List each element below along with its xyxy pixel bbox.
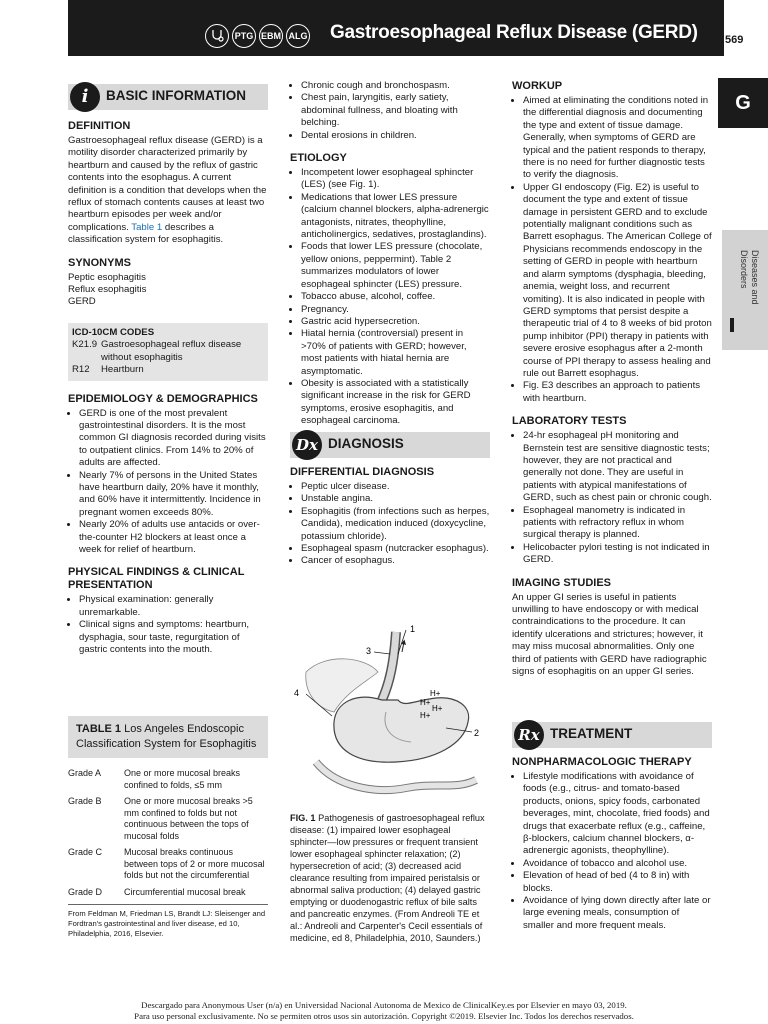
figure-label: FIG. 1 <box>290 813 316 823</box>
table1-link[interactable]: Table 1 <box>131 221 163 233</box>
table-row <box>68 796 268 842</box>
nonpharm-heading: NONPHARMACOLOGIC THERAPY <box>512 756 692 768</box>
epidemiology-heading: EPIDEMIOLOGY & DEMOGRAPHICS <box>68 392 258 405</box>
differential-list <box>290 481 490 568</box>
footer-line-1: Descargado para Anonymous User (n/a) en Universidad Nacional Autonoma de Mexico de ClinicalKey.es por Elsevier en mayo 03, 2019. <box>141 1000 627 1010</box>
physical-findings-heading: PHYSICAL FINDINGS & CLINICAL PRESENTATION <box>68 566 245 592</box>
list-item: • GERD is one of the most prevalent gastrointestinal disorders. It is the most common GI diagnosis recorded during visits to outpatient clinics. From 14% to 20% of adults are affected. <box>79 408 268 470</box>
list-item: • Esophageal spasm (nutcracker esophagus). <box>301 543 490 555</box>
synonyms-heading: SYNONYMS <box>68 256 131 269</box>
desc-cell: One or more mucosal breaks >5 mm confined to folds but not continuous between the tops of mucosal folds <box>124 796 253 841</box>
table-body <box>68 768 268 898</box>
gerd-illustration <box>286 612 496 802</box>
column-2 <box>290 80 490 428</box>
figure-label-2: 2 <box>474 728 480 738</box>
definition-tail: describes a classification system for esophagitis. <box>68 221 224 246</box>
section-title: BASIC INFORMATION <box>106 88 246 103</box>
side-section-marker <box>730 318 734 332</box>
symptom-list <box>290 80 490 142</box>
treatment-header <box>512 722 712 748</box>
icd-row <box>72 364 264 376</box>
imaging-text: An upper GI series is useful in patients unwilling to have endoscopy or with medical contraindications to the procedure. It can identify ulcerations and strictures; however, it may miss mucosal abnormalities. Only one third of patients with GERD have radiographic signs of esophagitis on an upper GI series. <box>512 591 707 678</box>
column-1 <box>68 84 268 656</box>
nonpharm-list <box>512 771 712 932</box>
list-item: • Avoidance of tobacco and alcohol use. <box>523 858 712 870</box>
grade-cell: Grade C <box>68 847 103 857</box>
list-item: GERD <box>68 296 96 308</box>
list-item: • Chronic cough and bronchospasm. <box>301 80 490 92</box>
list-item: • Tobacco abuse, alcohol, coffee. <box>301 291 490 303</box>
footer-line-2: Para uso personal exclusivamente. No se permiten otros usos sin autorización. Copyright ©2019. Elsevier Inc. Todos los derechos reservados. <box>134 1011 634 1021</box>
list-item: • Hiatal hernia (controversial) present in >70% of patients with GERD; however, most patients with hiatal hernia are asymptomatic. <box>301 328 490 378</box>
icd-desc: Gastroesophageal reflux disease without esophagitis <box>101 339 242 363</box>
badge-ebm: EBM <box>259 24 283 48</box>
page-footer <box>0 1000 768 1022</box>
side-section-label: Diseases and Disorders <box>739 250 760 305</box>
badge-ptg: PTG <box>232 24 256 48</box>
figure-label-hplus: H+ <box>420 711 431 720</box>
section-title: TREATMENT <box>550 726 633 741</box>
page-number: 569 <box>725 34 744 46</box>
section-title: DIAGNOSIS <box>328 436 404 451</box>
diagnosis-header <box>290 432 490 458</box>
list-item: • Obesity is associated with a statistically significant increase in the risk for GERD symptoms, erosive esophagitis, and esophageal carcinoma. <box>301 378 490 428</box>
list-item: • 24-hr esophageal pH monitoring and Bernstein test are sensitive diagnostic tests; however, they are not practical and generally not done. They are useful in patients with atypical manifestations of GERD, such as chest pain or chronic cough. <box>523 430 712 504</box>
figure-label-hplus: H+ <box>432 704 443 713</box>
icd-code: R12 <box>72 364 90 376</box>
figure-1 <box>286 612 496 802</box>
table-header <box>68 716 268 758</box>
list-item: • Incompetent lower esophageal sphincter (LES) (see Fig. 1). <box>301 167 490 192</box>
list-item: • Elevation of head of bed (4 to 8 in) with blocks. <box>523 870 712 895</box>
physical-findings-list <box>68 594 268 656</box>
etiology-list <box>290 167 490 428</box>
treatment-section <box>512 722 712 932</box>
list-item: • Helicobacter pylori testing is not indicated in GERD. <box>523 542 712 567</box>
icd-codes-box <box>68 323 268 381</box>
workup-list <box>512 95 712 405</box>
grade-cell: Grade D <box>68 886 103 897</box>
page-title: Gastroesophageal Reflux Disease (GERD) <box>330 22 698 43</box>
stethoscope-icon <box>205 24 229 48</box>
rx-icon: Rx <box>514 720 544 750</box>
diagnosis-section <box>290 432 490 568</box>
table-source: From Feldman M, Friedman LS, Brandt LJ: Sleisenger and Fordtran's gastrointestinal and liver disease, ed 10, Philadelphia, 2016, Elsevier. <box>68 904 268 939</box>
desc-cell: Mucosal breaks continuous between tops of 2 or more mucosal folds but not the circumferential <box>124 847 265 880</box>
info-icon: i <box>70 82 100 112</box>
table-row <box>68 768 268 791</box>
definition-text <box>68 135 268 247</box>
chapter-tab: G <box>718 78 768 128</box>
figure-label-hplus: H+ <box>420 698 431 707</box>
list-item: • Unstable angina. <box>301 493 490 505</box>
figure-label-3: 3 <box>366 646 372 656</box>
list-item: • Avoidance of lying down directly after late or large evening meals, consumption of smaller and more frequent meals. <box>523 895 712 932</box>
icd-heading: ICD-10CM CODES <box>72 326 155 338</box>
table-row <box>68 847 268 882</box>
basic-info-header <box>68 84 268 110</box>
figure-caption-text: Pathogenesis of gastroesophageal reflux disease: (1) impaired lower esophageal sphincter—low pressures or frequent transient lower esophageal sphincter relaxation; (2) hypersecretion of acid; (3) decreased acid clearance resulting from impaired peristalsis or abnormal saliva production; (4) delayed gastric emptying or duodenogastric reflux of bile salts and pancreatic enzymes. (From Andreoli TE et al.: Andreoli and Carpenter's Cecil essentials of medicine, ed 8, Philadelphia, 2010, Saunders.) <box>290 813 485 943</box>
badge-alg: ALG <box>286 24 310 48</box>
lab-tests-heading: LABORATORY TESTS <box>512 415 627 428</box>
list-item: • Nearly 7% of persons in the United States have heartburn daily, 20% have it monthly, and 60% have it intermittently. Incidence in pregnant women exceeds 80%. <box>79 470 268 520</box>
workup-heading: WORKUP <box>512 80 563 92</box>
imaging-heading: IMAGING STUDIES <box>512 576 612 589</box>
list-item: • Foods that lower LES pressure (chocolate, yellow onions, peppermint). Table 2 summarizes modulators of lower esophageal sphincter (LES) pressure. <box>301 241 490 291</box>
dx-icon: Dx <box>292 430 322 460</box>
list-item: • Physical examination: generally unremarkable. <box>79 594 268 619</box>
list-item: • Fig. E3 describes an approach to patients with heartburn. <box>523 380 712 405</box>
list-item: • Lifestyle modifications with avoidance of foods (e.g., citrus- and tomato-based products, onions, spicy foods, carbonated beverages, mint, chocolate, fried foods) and drugs that exacerbate reflux (e.g., caffeine, β-blockers, calcium channel blockers, α-adrenergic agonists, theophylline). <box>523 771 712 858</box>
list-item: • Pregnancy. <box>301 304 490 316</box>
list-item: • Medications that lower LES pressure (calcium channel blockers, alpha-adrenergic antagonists, nitrates, theophylline, anticholinergics, sedatives, prostaglandins). <box>301 192 490 242</box>
epidemiology-list <box>68 408 268 557</box>
list-item: • Upper GI endoscopy (Fig. E2) is useful to document the type and extent of tissue damage in persistent GERD and to exclude potentially malignant conditions such as Barrett esophagus. The American College of Physicians recommends endoscopy in the setting of GERD in people with heartburn and alarm symptoms (dysphagia, bleeding, anemia, weight loss, and recurrent vomiting). It is also indicated in people with GERD symptoms that persist despite a therapeutic trial of 4 to 8 weeks of bid proton pump inhibitor (PPI) therapy in patients with severe erosive esophagus after a 2-month course of PPI therapy to assess healing and rule out Barrett esophagus. <box>523 182 712 381</box>
table-label: TABLE 1 <box>76 723 122 735</box>
synonyms-list <box>68 272 268 309</box>
list-item: • Nearly 20% of adults use antacids or over-the-counter H2 blockers at least once a week for relief of heartburn. <box>79 519 268 556</box>
lab-tests-list <box>512 430 712 566</box>
differential-heading: DIFFERENTIAL DIAGNOSIS <box>290 466 435 478</box>
grade-cell: Grade A <box>68 768 102 778</box>
list-item: Peptic esophagitis <box>68 271 146 283</box>
figure-label-4: 4 <box>294 688 300 698</box>
list-item: • Esophagitis (from infections such as herpes, Candida), medication induced (doxycycline, potassium chloride). <box>301 506 490 543</box>
figure-caption <box>290 812 490 944</box>
list-item: • Gastric acid hypersecretion. <box>301 316 490 328</box>
etiology-heading: ETIOLOGY <box>290 152 347 165</box>
desc-cell: Circumferential mucosal break <box>124 886 246 897</box>
figure-label-1: 1 <box>410 624 416 634</box>
definition-body: Gastroesophageal reflux disease (GERD) is a motility disorder characterized primarily by heartburn and caused by the reflux of gastric contents into the esophagus. A current definition is a condition that develops when the reflux of stomach contents causes at least two heartburn episodes per week and/or complications. <box>68 135 267 233</box>
icd-code: K21.9 <box>72 339 98 351</box>
figure-label-hplus: H+ <box>430 689 441 698</box>
list-item: • Peptic ulcer disease. <box>301 481 490 493</box>
table-title: Los Angeles Endoscopic Classification System for Esophagitis <box>76 723 257 750</box>
grade-cell: Grade B <box>68 796 102 806</box>
list-item: • Cancer of esophagus. <box>301 555 490 567</box>
table-1 <box>68 716 268 939</box>
desc-cell: One or more mucosal breaks confined to folds, ≤5 mm <box>124 768 241 790</box>
column-3 <box>512 80 712 678</box>
header-badges <box>205 24 310 48</box>
definition-heading: DEFINITION <box>68 120 131 132</box>
list-item: • Chest pain, laryngitis, early satiety, abdominal fullness, and bloating with belching. <box>301 92 490 129</box>
table-row <box>68 887 268 899</box>
list-item: • Aimed at eliminating the conditions noted in the differential diagnosis and documenting the type and extent of tissue damage. Generally, when symptoms of GERD are typical and the patient responds to therapy, there is no need for further diagnostic tests to verify the diagnosis. <box>523 95 712 182</box>
icd-row <box>72 339 264 364</box>
list-item: Reflux esophagitis <box>68 284 147 296</box>
list-item: • Esophageal manometry is indicated in patients with refractory reflux in whom surgical therapy is planned. <box>523 505 712 542</box>
list-item: • Clinical signs and symptoms: heartburn, dysphagia, sour taste, regurgitation of gastric contents into the mouth. <box>79 619 268 656</box>
icd-desc: Heartburn <box>101 364 144 376</box>
list-item: • Dental erosions in children. <box>301 130 490 142</box>
